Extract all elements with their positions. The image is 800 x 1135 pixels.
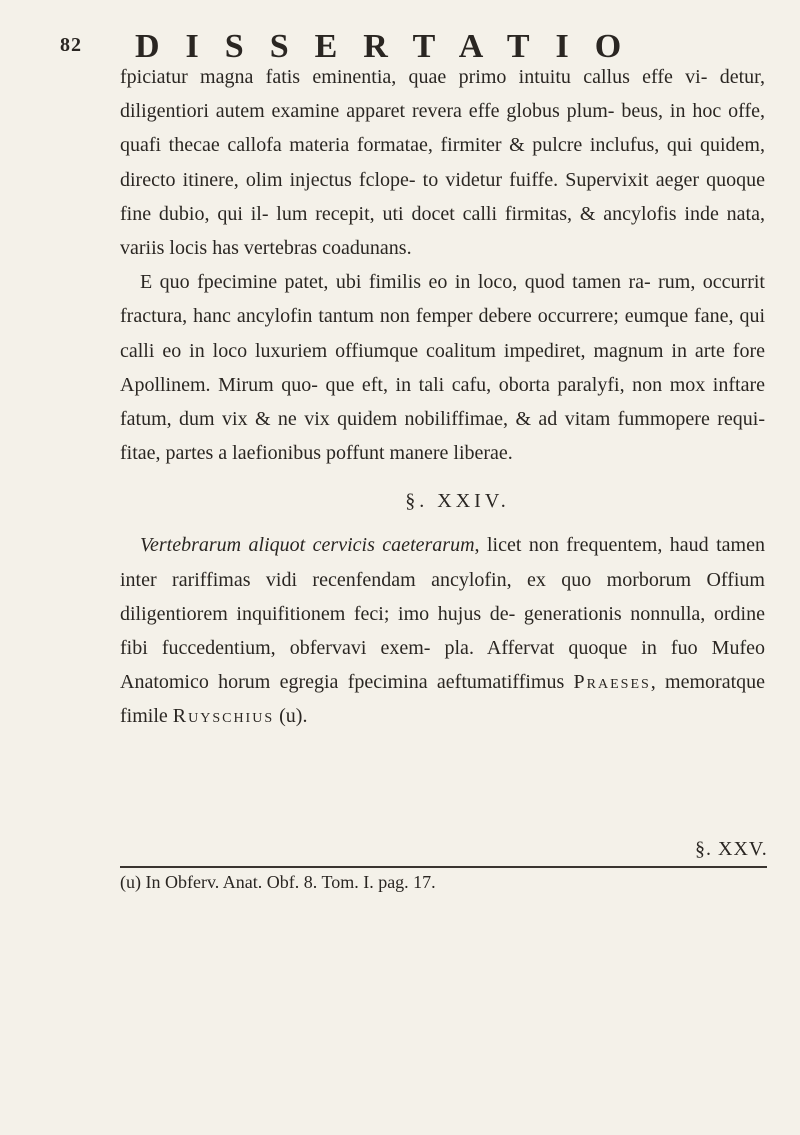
praeses-name: Praeses [573,671,651,694]
italic-lead: Vertebrarum aliquot cervicis caeterarum [140,534,475,557]
footnote: (u) In Obferv. Anat. Obf. 8. Tom. I. pag. 17. [120,872,436,892]
paragraph-3 [120,528,765,733]
page-number: 82 [60,34,82,56]
paragraph-3-text: , licet non frequentem, haud tamen inter rariffimas vidi recenfendam ancylofin, ex quo morborum Offium diligentiorem inquifitionem feci; imo hujus de- generationis nonnulla, ordine fibi fuccedentium, obfervavi exem- pla. Affervat quoque in fuo Mufeo Anatomico horum egregia fpecimina aeftumatiffimus [120,534,765,694]
section-heading: §. XXIV. [405,490,510,513]
footnote-rule [120,866,767,868]
paragraph-1: fpiciatur magna fatis eminentia, quae primo intuitu callus effe vi- detur, diligentiori autem examine apparet revera effe globus plum- beus, in hoc offe, quafi thecae callofa materia formatae, firmiter & pulcre inclufus, qui quidem, directo itinere, olim injectus fclope- to videtur fuiffe. Supervixit aeger quoque fine dubio, qui il- lum recepit, uti docet calli firmitas, & ancylofis inde nata, variis locis has vertebras coadunans. [120,66,765,260]
paragraph-3-text3: (u). [274,705,308,728]
catchword: §. XXV. [695,838,768,860]
running-title: DISSERTATIO [135,28,648,65]
ruyschius-name: Ruyschius [172,705,275,728]
paragraph-2: E quo fpecimine patet, ubi fimilis eo in loco, quod tamen ra- rum, occurrit fractura, hanc ancylofin tantum non femper debere occurrere; eumque fane, qui calli eo in loco luxuriem offiumque coalitum impediret, magnum in arte fore Apollinem. Mirum quo- que eft, in tali cafu, oborta paralyfi, non mox inftare fatum, dum vix & ne vix quidem nobiliffimae, & ad vitam fummopere requi- fitae, partes a laefionibus poffunt manere liberae. [120,271,765,465]
text-body [120,60,765,734]
paragraph-3-text2: , memoratque fimile [120,671,766,728]
